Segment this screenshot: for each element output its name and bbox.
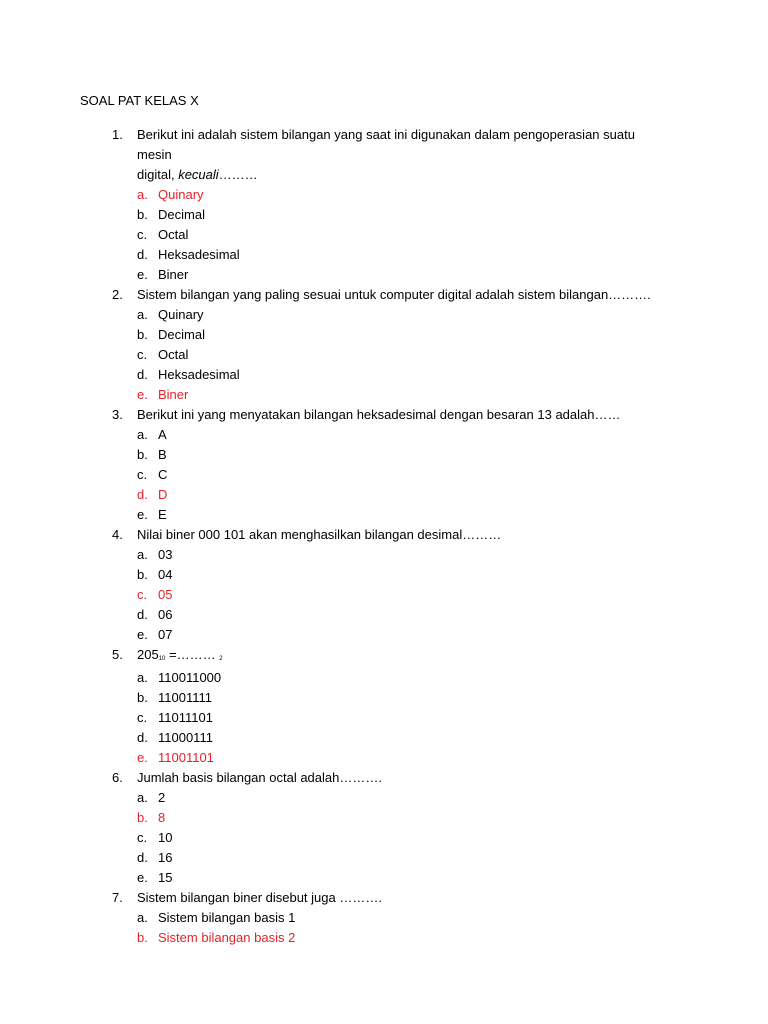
option-letter: c. <box>137 467 148 482</box>
question-body: Berikut ini yang menyatakan bilangan heksadesimal dengan besaran 13 adalah…… <box>137 407 621 422</box>
option-e <box>0 625 768 645</box>
option-letter: e. <box>137 870 148 885</box>
option-text: E <box>158 507 167 522</box>
option-letter: b. <box>137 447 148 462</box>
option-text: Quinary <box>158 187 204 202</box>
question-main: 205 <box>137 647 159 662</box>
option-a <box>0 425 768 445</box>
option-letter: b. <box>137 810 148 825</box>
option-letter: c. <box>137 710 148 725</box>
option-c <box>0 465 768 485</box>
option-b <box>0 325 768 345</box>
option-letter: d. <box>137 850 148 865</box>
option-letter: a. <box>137 187 148 202</box>
option-letter: d. <box>137 730 148 745</box>
question-text-line2-prefix: digital, <box>137 167 179 182</box>
option-letter: b. <box>137 690 148 705</box>
option-text: 06 <box>158 607 173 622</box>
question-number: 7. <box>112 890 123 905</box>
option-c <box>0 708 768 728</box>
question-7 <box>0 888 768 948</box>
option-d <box>0 848 768 868</box>
option-d <box>0 245 768 265</box>
question-body: Jumlah basis bilangan octal adalah………. <box>137 770 382 785</box>
option-text: 03 <box>158 547 173 562</box>
option-text: D <box>158 487 168 502</box>
option-a <box>0 185 768 205</box>
option-letter: b. <box>137 327 148 342</box>
option-b <box>0 688 768 708</box>
option-c <box>0 585 768 605</box>
document-title: SOAL PAT KELAS X <box>80 93 199 108</box>
option-text: B <box>158 447 167 462</box>
option-text: 15 <box>158 870 173 885</box>
option-letter: a. <box>137 910 148 925</box>
option-e <box>0 868 768 888</box>
option-text: C <box>158 467 168 482</box>
question-number: 6. <box>112 770 123 785</box>
question-number: 3. <box>112 407 123 422</box>
option-text: 11001111 <box>158 690 212 705</box>
option-e <box>0 505 768 525</box>
question-text-italic: kecuali <box>178 167 219 182</box>
option-text: 07 <box>158 627 173 642</box>
option-letter: b. <box>137 567 148 582</box>
option-a <box>0 545 768 565</box>
option-e <box>0 748 768 768</box>
option-text: 05 <box>158 587 173 602</box>
option-letter: a. <box>137 427 148 442</box>
option-c <box>0 345 768 365</box>
question-text <box>0 125 768 185</box>
option-letter: c. <box>137 830 148 845</box>
option-letter: e. <box>137 507 148 522</box>
option-text: 2 <box>158 790 166 805</box>
option-b <box>0 565 768 585</box>
option-letter: d. <box>137 487 148 502</box>
option-text: 10 <box>158 830 173 845</box>
option-b <box>0 445 768 465</box>
option-text: 04 <box>158 567 173 582</box>
question-number: 2. <box>112 287 123 302</box>
option-text: 11000111 <box>158 730 213 745</box>
option-text: Heksadesimal <box>158 367 240 382</box>
option-b <box>0 808 768 828</box>
question-mid: =……… <box>165 647 220 662</box>
base-subscript-2: 2 <box>219 656 223 662</box>
question-text <box>0 525 768 545</box>
option-d <box>0 605 768 625</box>
option-text: 8 <box>158 810 166 825</box>
option-letter: c. <box>137 587 148 602</box>
option-c <box>0 828 768 848</box>
question-text-line1: Berikut ini adalah sistem bilangan yang saat ini digunakan dalam pengoperasian suatu mesin <box>137 127 635 162</box>
question-body: Sistem bilangan biner disebut juga ………. <box>137 890 382 905</box>
option-letter: a. <box>137 547 148 562</box>
option-text: 110011000 <box>158 670 222 685</box>
option-letter: a. <box>137 307 148 322</box>
question-list <box>0 125 768 948</box>
question-1 <box>0 125 768 285</box>
option-text: Quinary <box>158 307 204 322</box>
option-letter: e. <box>137 750 148 765</box>
option-c <box>0 225 768 245</box>
question-number: 4. <box>112 527 123 542</box>
option-letter: b. <box>137 207 148 222</box>
option-letter: d. <box>137 607 148 622</box>
option-letter: e. <box>137 387 148 402</box>
question-text <box>0 888 768 908</box>
question-body: Nilai biner 000 101 akan menghasilkan bilangan desimal……… <box>137 527 502 542</box>
option-text: Octal <box>158 347 189 362</box>
question-number: 5. <box>112 647 123 662</box>
option-text: Biner <box>158 387 189 402</box>
question-text-line2-suffix: ……… <box>218 167 258 182</box>
option-letter: e. <box>137 267 148 282</box>
option-text: Decimal <box>158 207 205 222</box>
option-letter: d. <box>137 247 148 262</box>
option-text: Octal <box>158 227 189 242</box>
question-text <box>0 645 768 668</box>
question-6 <box>0 768 768 888</box>
option-text: A <box>158 427 167 442</box>
option-letter: e. <box>137 627 148 642</box>
option-letter: b. <box>137 930 148 945</box>
question-2 <box>0 285 768 405</box>
option-text: 11001101 <box>158 750 214 765</box>
base-subscript-10: 10 <box>158 656 166 662</box>
option-letter: c. <box>137 347 148 362</box>
option-letter: a. <box>137 670 148 685</box>
option-text: 16 <box>158 850 173 865</box>
option-letter: d. <box>137 367 148 382</box>
option-a <box>0 788 768 808</box>
option-b <box>0 205 768 225</box>
option-d <box>0 485 768 505</box>
question-body: Sistem bilangan yang paling sesuai untuk computer digital adalah sistem bilangan………. <box>137 287 651 302</box>
option-text: Sistem bilangan basis 1 <box>158 910 296 925</box>
question-text <box>0 285 768 305</box>
option-letter: c. <box>137 227 148 242</box>
option-e <box>0 265 768 285</box>
question-3 <box>0 405 768 525</box>
question-text <box>0 768 768 788</box>
option-text: Biner <box>158 267 189 282</box>
option-letter: a. <box>137 790 148 805</box>
question-text <box>0 405 768 425</box>
question-number: 1. <box>112 127 123 142</box>
option-text: Heksadesimal <box>158 247 240 262</box>
option-text: Decimal <box>158 327 205 342</box>
question-4 <box>0 525 768 645</box>
option-text: 11011101 <box>158 710 213 725</box>
question-5 <box>0 645 768 768</box>
option-a <box>0 908 768 928</box>
option-e <box>0 385 768 405</box>
option-a <box>0 668 768 688</box>
option-text: Sistem bilangan basis 2 <box>158 930 296 945</box>
option-d <box>0 365 768 385</box>
option-d <box>0 728 768 748</box>
option-b <box>0 928 768 948</box>
option-a <box>0 305 768 325</box>
